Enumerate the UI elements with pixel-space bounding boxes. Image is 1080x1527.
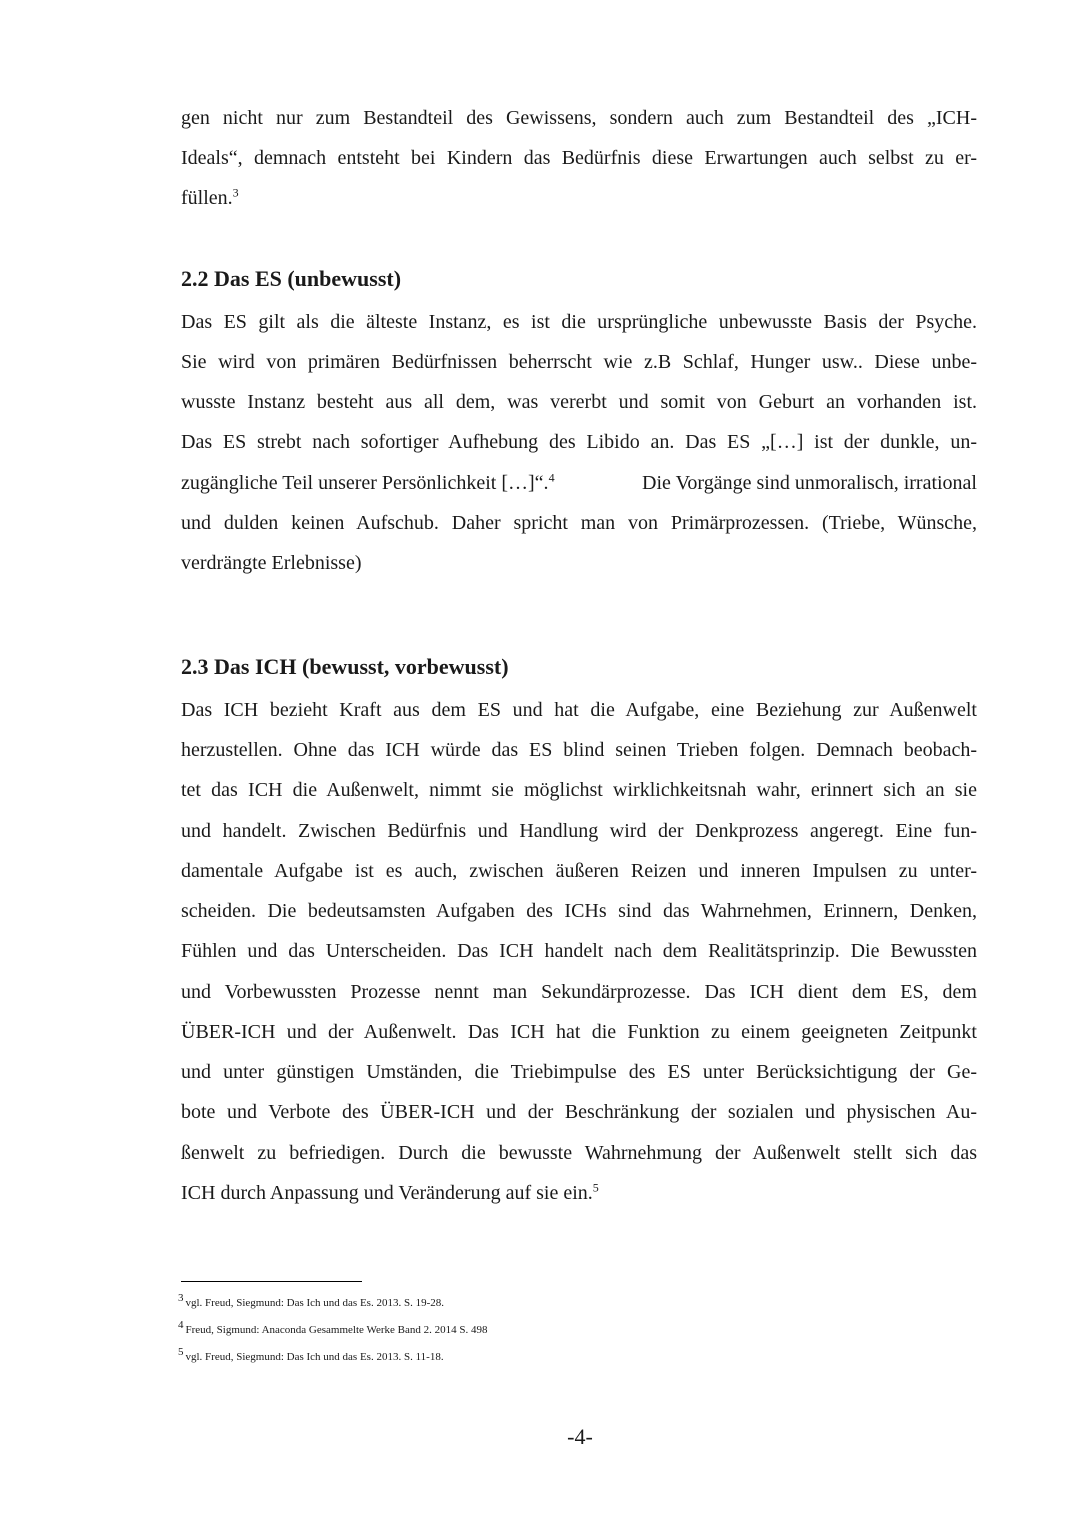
- es-line-6: und dulden keinen Aufschub. Daher spricht man von Primärprozessen. (Triebe, Wünsche,: [181, 512, 977, 534]
- ich-line-13: [181, 1181, 977, 1205]
- footnote-ref-4: 4: [548, 470, 555, 485]
- es-line-7: verdrängte Erlebnisse): [181, 552, 362, 574]
- ich-line-5: damentale Aufgabe ist es auch, zwischen äußeren Reizen und inneren Impulsen zu unter-: [181, 860, 977, 882]
- section-heading-ich: 2.3 Das ICH (bewusst, vorbewusst): [181, 654, 509, 679]
- es-line-5-before-text: zugängliche Teil unserer Persönlichkeit […]“.: [181, 472, 549, 494]
- ich-line-9: ÜBER-ICH und der Außenwelt. Das ICH hat die Funktion zu einem geeigneten Zeitpunkt: [181, 1021, 977, 1043]
- es-line-5: [181, 471, 977, 495]
- footnote-text: Freud, Sigmund: Anaconda Gesammelte Werke Band 2. 2014 S. 498: [185, 1324, 488, 1336]
- ich-line-8: und Vorbewussten Prozesse nennt man Sekundärprozesse. Das ICH dient dem ES, dem: [181, 981, 977, 1003]
- footnote-3: [178, 1292, 444, 1310]
- footnote-ref-5: 5: [592, 1180, 599, 1195]
- es-line-5-before: [181, 471, 555, 495]
- footnote-text: vgl. Freud, Siegmund: Das Ich und das Es. 2013. S. 19-28.: [185, 1297, 444, 1309]
- footnote-5: [178, 1346, 444, 1364]
- es-line-5-after: Die Vorgänge sind unmoralisch, irrational: [642, 472, 977, 494]
- footnote-number: 4: [178, 1319, 184, 1332]
- section-heading-es: 2.2 Das ES (unbewusst): [181, 266, 402, 291]
- ich-line-12: ßenwelt zu befriedigen. Durch die bewusste Wahrnehmung der Außenwelt stellt sich das: [181, 1142, 977, 1164]
- ich-line-3: tet das ICH die Außenwelt, nimmt sie möglichst wirklichkeitsnah wahr, erinnert sich an sie: [181, 779, 977, 801]
- es-line-1: Das ES gilt als die älteste Instanz, es ist die ursprüngliche unbewusste Basis der Psyche.: [181, 311, 977, 333]
- footnote-separator: [181, 1281, 362, 1282]
- intro-line-3: [181, 186, 977, 210]
- es-line-3: wusste Instanz besteht aus all dem, was vererbt und somit von Geburt an vorhanden ist.: [181, 391, 977, 413]
- es-line-4: Das ES strebt nach sofortiger Aufhebung des Libido an. Das ES „[…] ist der dunkle, un-: [181, 431, 977, 453]
- ich-line-2: herzustellen. Ohne das ICH würde das ES blind seinen Trieben folgen. Demnach beobach-: [181, 739, 977, 761]
- ich-line-4: und handelt. Zwischen Bedürfnis und Handlung wird der Denkprozess angeregt. Eine fun-: [181, 820, 977, 842]
- ich-line-10: und unter günstigen Umständen, die Triebimpulse des ES unter Berücksichtigung der Ge-: [181, 1061, 977, 1083]
- ich-line-7: Fühlen und das Unterscheiden. Das ICH handelt nach dem Realitätsprinzip. Die Bewussten: [181, 940, 977, 962]
- intro-line-2: Ideals“, demnach entsteht bei Kindern das Bedürfnis diese Erwartungen auch selbst zu er-: [181, 147, 977, 169]
- intro-line-1: gen nicht nur zum Bestandteil des Gewissens, sondern auch zum Bestandteil des „ICH-: [181, 107, 977, 129]
- ich-line-13-text: ICH durch Anpassung und Veränderung auf sie ein.: [181, 1182, 593, 1204]
- footnote-ref-3: 3: [232, 185, 239, 200]
- intro-line-3-text: füllen.: [181, 187, 233, 209]
- ich-line-11: bote und Verbote des ÜBER-ICH und der Beschränkung der sozialen und physischen Au-: [181, 1101, 977, 1123]
- ich-line-6: scheiden. Die bedeutsamsten Aufgaben des ICHs sind das Wahrnehmen, Erinnern, Denken,: [181, 900, 977, 922]
- footnote-number: 3: [178, 1292, 184, 1305]
- es-line-2: Sie wird von primären Bedürfnissen beherrscht wie z.B Schlaf, Hunger usw.. Diese unbe-: [181, 351, 977, 373]
- footnote-4: [178, 1319, 488, 1337]
- page-number: -4-: [567, 1424, 593, 1449]
- footnote-text: vgl. Freud, Siegmund: Das Ich und das Es. 2013. S. 11-18.: [185, 1351, 444, 1363]
- footnote-number: 5: [178, 1346, 184, 1359]
- ich-line-1: Das ICH bezieht Kraft aus dem ES und hat die Aufgabe, eine Beziehung zur Außenwelt: [181, 699, 977, 721]
